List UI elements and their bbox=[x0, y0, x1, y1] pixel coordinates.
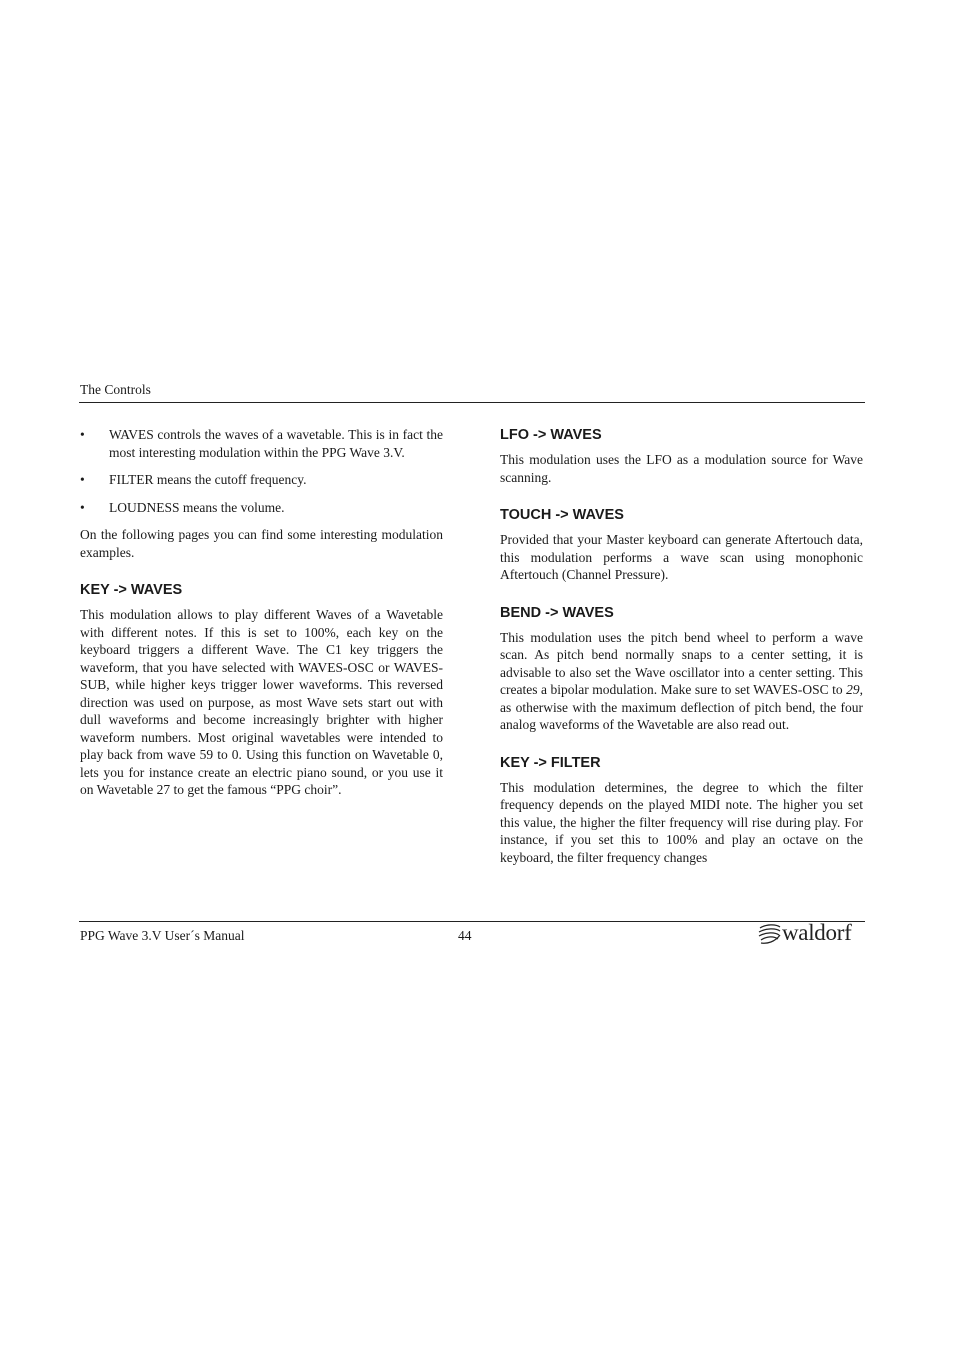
section-body-bend-waves bbox=[500, 629, 863, 734]
bullet-icon: • bbox=[80, 427, 85, 442]
section-body-key-waves: This modulation allows to play different Waves of a Wavetable with different notes. If this is set to 100%, each key on the keyboard triggers a different Wave. The C1 key triggers the waveform, that you have selected with WAVES-OSC or WAVES-SUB, while higher keys trigger lower waveforms. This reversed direction was used on purpose, as most Wave sets start out with dull waveforms and become increasingly brighter with higher waveform numbers. Most original wavetables were intended to play back from wave 59 to 0. Using this function on Wavetable 0, lets you for instance create an electric piano sound, or you use it on Wavetable 27 to get the famous “PPG choir”. bbox=[80, 607, 443, 797]
section-heading-lfo-waves: LFO -> WAVES bbox=[500, 427, 602, 443]
section-body-lfo-waves: This modulation uses the LFO as a modulation source for Wave scanning. bbox=[500, 452, 863, 485]
list-item bbox=[80, 499, 443, 517]
bend-waves-text-1: This modulation uses the pitch bend wheel to perform a wave scan. As pitch bend normally snaps to a center setting, it is advisable to also set the Wave oscillator into a center setting. This creates a bipolar modulation. Make sure to set WAVES-OSC to bbox=[500, 629, 863, 697]
bullet-icon: • bbox=[80, 499, 85, 515]
section-heading-key-waves: KEY -> WAVES bbox=[80, 582, 183, 598]
list-item bbox=[80, 471, 443, 489]
page-number: 44 bbox=[458, 928, 472, 943]
running-header: The Controls bbox=[80, 382, 151, 397]
bullet-icon: • bbox=[80, 472, 85, 487]
left-column bbox=[80, 426, 443, 809]
waldorf-swirl-icon bbox=[758, 923, 782, 945]
footer-manual-title: PPG Wave 3.V User´s Manual bbox=[80, 928, 245, 943]
list-item-text: FILTER means the cutoff frequency. bbox=[109, 472, 307, 487]
list-item-text: WAVES controls the waves of a wavetable. This is in fact the most interesting modulation within the PPG Wave 3.V. bbox=[109, 427, 443, 460]
list-item bbox=[80, 426, 443, 461]
footer-rule bbox=[79, 921, 865, 922]
header-rule bbox=[79, 402, 865, 403]
waldorf-logo bbox=[758, 920, 866, 946]
modulation-target-list bbox=[80, 426, 443, 516]
logo-wordmark: waldorf bbox=[782, 920, 852, 945]
bend-waves-text-2: , as otherwise with the maximum deflection of pitch bend, the four analog waveforms of the Wavetable are also read out. bbox=[500, 682, 863, 732]
section-heading-bend-waves: BEND -> WAVES bbox=[500, 604, 614, 621]
section-heading-key-filter: KEY -> FILTER bbox=[500, 754, 601, 771]
right-column bbox=[500, 426, 863, 866]
section-body-touch-waves: Provided that your Master keyboard can generate Aftertouch data, this modulation performs a wave scan using monophonic Aftertouch (Channel Pressure). bbox=[500, 532, 863, 582]
list-item-text: LOUDNESS means the volume. bbox=[109, 499, 285, 515]
section-body-key-filter: This modulation determines, the degree to which the filter frequency depends on the played MIDI note. The higher you set this value, the higher the filter frequency will rise during play. For instance, if you set this to 100% and play an octave on the keyboard, the filter frequency changes bbox=[500, 779, 863, 865]
waves-osc-value: 29 bbox=[846, 682, 860, 697]
section-heading-touch-waves: TOUCH -> WAVES bbox=[500, 507, 624, 523]
intro-paragraph: On the following pages you can find some interesting modulation examples. bbox=[80, 527, 443, 560]
